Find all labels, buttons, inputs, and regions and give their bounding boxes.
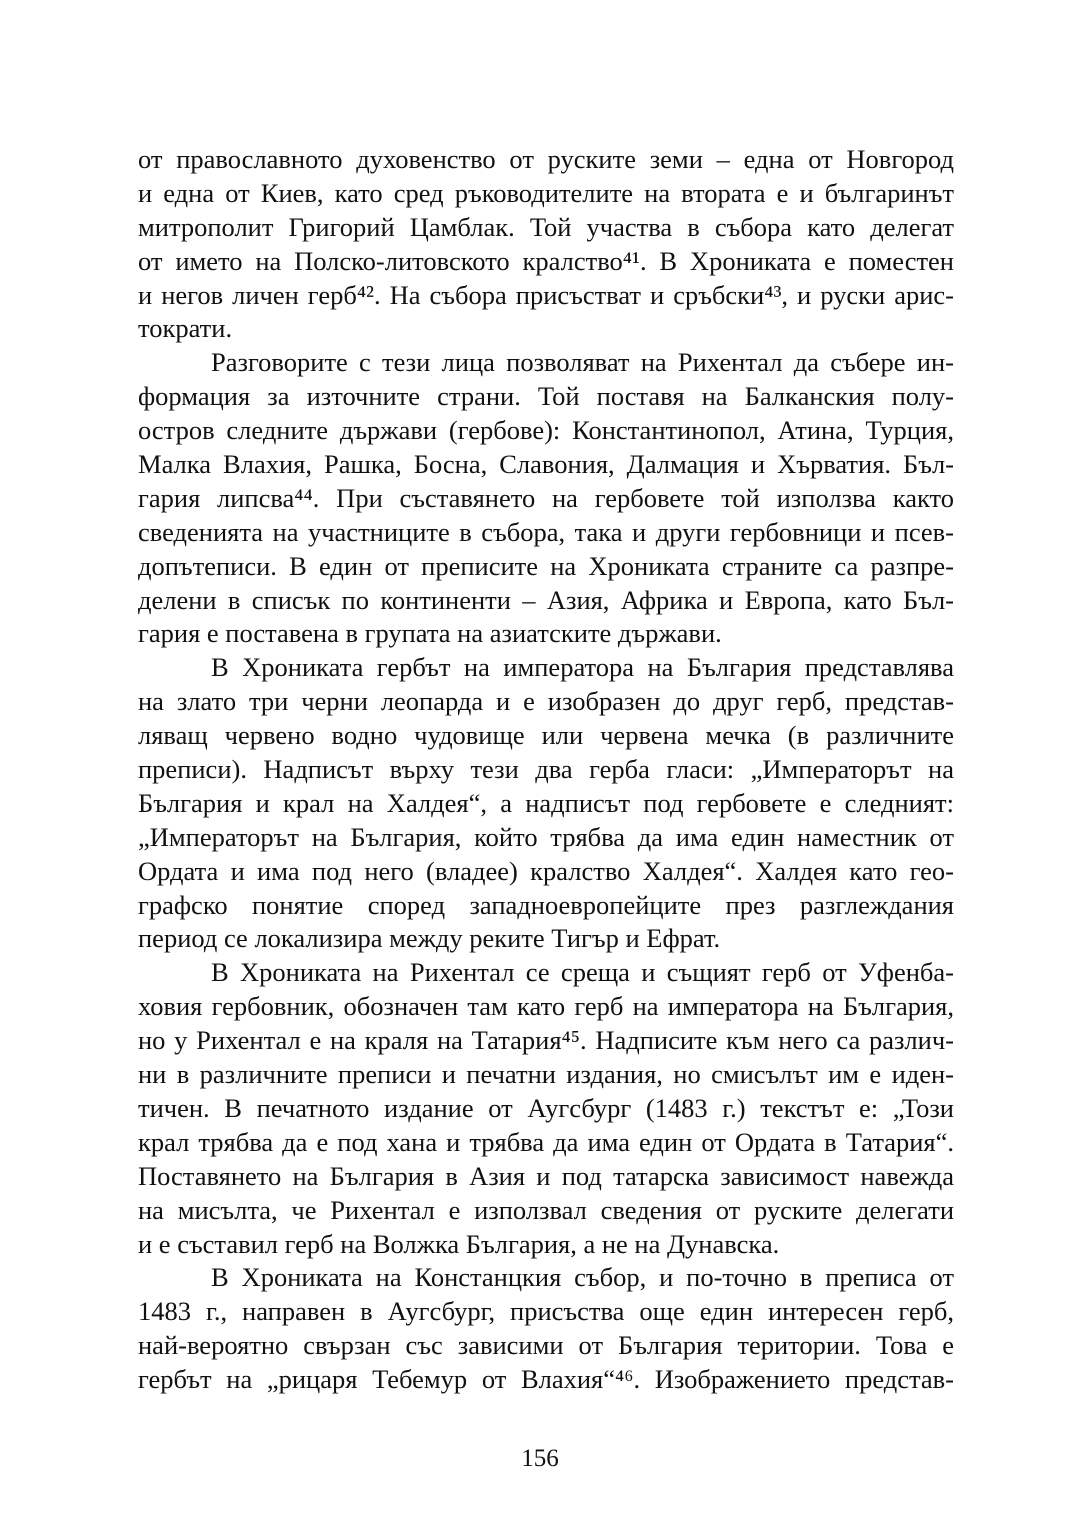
- text-line: най-вероятно свързан със зависими от България територии. Това е: [138, 1330, 954, 1361]
- text-line: формация за източните страни. Той поставя на Балканския полу-: [138, 381, 954, 412]
- text-line: делени в списък по континенти – Азия, Африка и Европа, като Бъл-: [138, 584, 954, 615]
- text-line: гербът на „рицаря Тебемур от Влахия“⁴⁶. Изображението представ-: [138, 1364, 954, 1395]
- text-line: остров следните държави (гербове): Константинопол, Атина, Турция,: [138, 415, 954, 446]
- text-line: България и крал на Халдея“, а надписът под гербовете е следният:: [138, 787, 954, 818]
- body-text: [138, 143, 954, 1397]
- text-line: ляващ червено водно чудовище или червена мечка (в различните: [138, 720, 954, 751]
- text-line: и една от Киев, като сред ръководителите на втората е и българинът: [138, 177, 954, 208]
- text-line: В Хрониката на Констанцкия събор, и по-точно в преписа от: [211, 1262, 954, 1293]
- text-line: ни в различните преписи и печатни издания, но смисълът им е иден-: [138, 1059, 954, 1090]
- text-line: тичен. В печатното издание от Аугсбург (1483 г.) текстът е: „Този: [138, 1092, 954, 1123]
- text-line: митрополит Григорий Цамблак. Той участва в събора като делегат: [138, 211, 954, 242]
- text-line: Поставянето на България в Азия и под татарска зависимост навежда: [138, 1160, 954, 1191]
- text-line: гария липсва⁴⁴. При съставянето на гербовете той използва както: [138, 482, 954, 513]
- text-line: от името на Полско-литовското кралство⁴¹. В Хрониката е поместен: [138, 245, 954, 276]
- text-line: преписи). Надписът върху тези два герба гласи: „Императорът на: [138, 754, 954, 785]
- text-line: допътеписи. В един от преписите на Хрониката страните са разпре-: [138, 550, 954, 581]
- text-line: но у Рихентал е на краля на Татария⁴⁵. Надписите към него са различ-: [138, 1025, 954, 1056]
- text-line: и негов личен герб⁴². На събора присъстват и сръбски⁴³, и руски арис-: [138, 279, 954, 310]
- text-line: период се локализира между реките Тигър и Ефрат.: [138, 923, 721, 954]
- text-line: на злато три черни леопарда и е изобразен до друг герб, представ-: [138, 686, 954, 717]
- text-line: Малка Влахия, Рашка, Босна, Славония, Далмация и Хърватия. Бъл-: [138, 449, 954, 480]
- text-line: В Хрониката на Рихентал се среща и същият герб от Уфенба-: [211, 957, 954, 988]
- text-line: 1483 г., направен в Аугсбург, присъства още един интересен герб,: [138, 1296, 954, 1327]
- text-line: „Императорът на България, който трябва да има един наместник от: [138, 821, 954, 852]
- text-line: и е съставил герб на Волжка България, а не на Дунавска.: [138, 1228, 780, 1259]
- text-line: гария е поставена в групата на азиатските държави.: [138, 618, 722, 649]
- text-line: В Хрониката гербът на императора на България представлява: [211, 652, 954, 683]
- text-line: графско понятие според западноевропейците през разглеждания: [138, 889, 954, 920]
- text-line: Разговорите с тези лица позволяват на Рихентал да събере ин-: [211, 347, 954, 378]
- text-line: сведенията на участниците в събора, така и други гербовници и псев-: [138, 516, 954, 547]
- text-line: Ордата и има под него (владее) кралство Халдея“. Халдея като гео-: [138, 855, 954, 886]
- text-line: ховия гербовник, обозначен там като герб на императора на България,: [138, 991, 954, 1022]
- page-number: 156: [521, 1445, 559, 1472]
- text-line: на мисълта, че Рихентал е използвал сведения от руските делегати: [138, 1194, 954, 1225]
- text-line: тократи.: [138, 313, 233, 344]
- text-line: от православното духовенство от руските земи – една от Новгород: [138, 144, 954, 174]
- text-line: крал трябва да е под хана и трябва да има един от Ордата в Татария“.: [138, 1126, 954, 1157]
